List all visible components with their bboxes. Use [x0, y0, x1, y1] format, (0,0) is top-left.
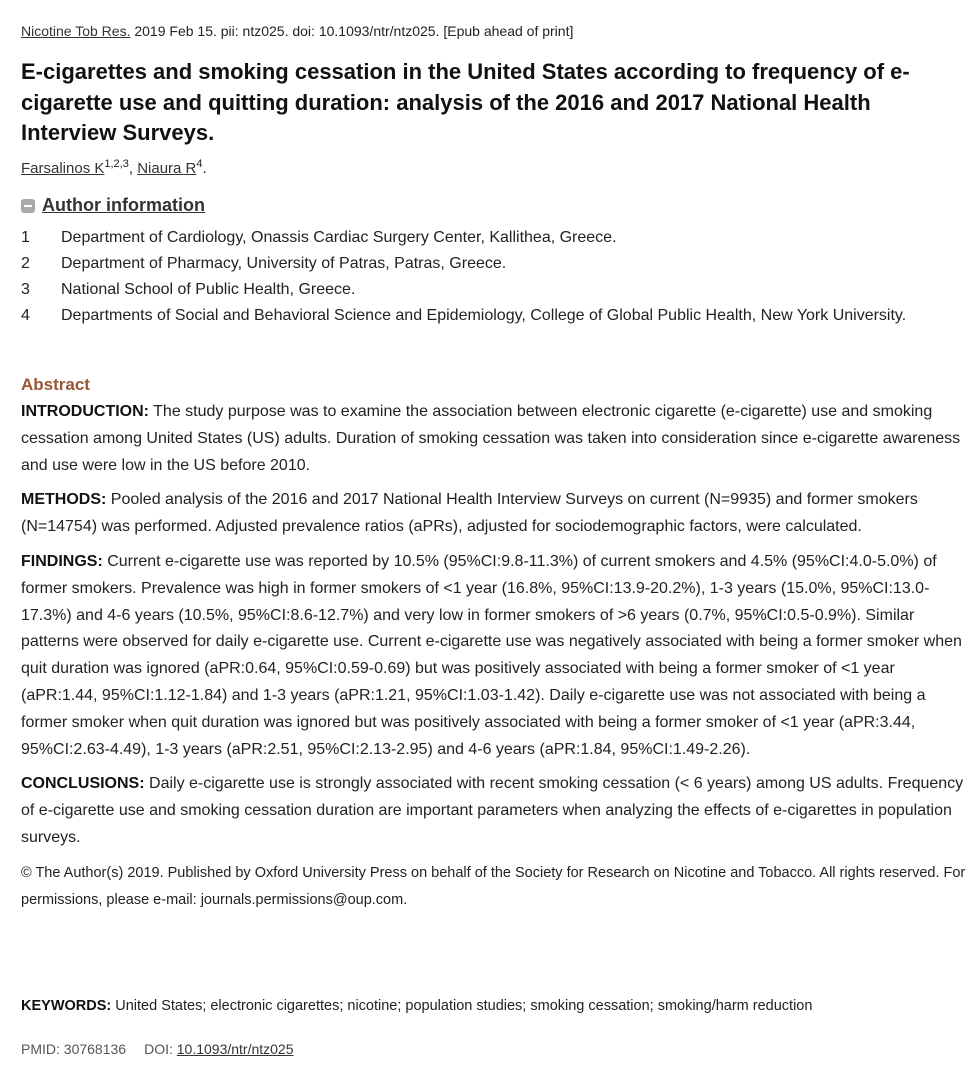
collapse-minus-icon[interactable] — [21, 199, 35, 213]
article-title: E-cigarettes and smoking cessation in the United States according to frequency of e-cigarette use and quitting duration: analysis of the 2016 and 2017 National Health Interview Surveys. — [21, 59, 910, 145]
pmid: PMID: 30768136 — [21, 1041, 127, 1057]
author-link-niaura[interactable]: Niaura R — [137, 160, 197, 177]
abstract-conclusions: CONCLUSIONS: Daily e-cigarette use is strongly associated with recent smoking cessation (< 6 years) among US adults. Frequency of e-cigarette use and smoking cessation duration are important parameters when analyzing the effects of e-cigarettes in population surveys. — [21, 775, 964, 846]
abstract-methods: METHODS: Pooled analysis of the 2016 and 2017 National Health Interview Surveys on current (N=9935) and former smokers (N=14754) was performed. Adjusted prevalence ratios (aPRs), adjusted for sociodemographic factors, were calculated. — [21, 491, 918, 536]
abstract-findings: FINDINGS: Current e-cigarette use was reported by 10.5% (95%CI:9.8-11.3%) of current smokers and 4.5% (95%CI:4.0-5.0%) of former smokers. Prevalence was high in former smokers of <1 year (16.8%, 95%CI:13.9-20.2%), 1-3 years (15.0%, 95%CI:13.0-17.3%) and 4-6 years (10.5%, 95%CI:8.6-12.7%) and very low in former smokers of >6 years (0.7%, 95%CI:0.5-0.9%). Similar patterns were observed for daily e-cigarette use. Current e-cigarette use was negatively associated with being a former smoker when quit duration was ignored (aPR:0.64, 95%CI:0.59-0.69) but was positively associated with being a former smoker of <1 year (aPR:1.44, 95%CI:1.12-1.84) and 1-3 years (aPR:1.21, 95%CI:1.03-1.42). Daily e-cigarette use was not associated with being a former smoker when quit duration was ignored but was positively associated with being a former smoker of <1 year (aPR:3.44, 95%CI:2.63-4.49), 1-3 years (aPR:2.51, 95%CI:2.13-2.95) and 4-6 years (aPR:1.84, 95%CI:1.49-2.26). — [21, 552, 962, 758]
affiliation-list — [21, 226, 966, 330]
affiliation-item: 4 Departments of Social and Behavioral Science and Epidemiology, College of Global Public Health, New York University. — [21, 307, 907, 324]
citation-line — [21, 23, 573, 39]
author-affil-sup: 4 — [196, 158, 203, 170]
identifiers-line — [21, 1041, 294, 1057]
keywords-text: United States; electronic cigarettes; nicotine; population studies; smoking cessation; smoking/harm reduction — [111, 998, 813, 1014]
author-information-label[interactable]: Author information — [42, 195, 205, 215]
abstract-body — [21, 399, 966, 914]
author-link-farsalinos[interactable]: Farsalinos K — [21, 160, 105, 177]
affiliation-item: 3 National School of Public Health, Greece. — [21, 281, 356, 298]
abstract-introduction: INTRODUCTION: The study purpose was to examine the association between electronic cigarette (e-cigarette) use and smoking cessation among United States (US) adults. Duration of smoking cessation was taken into consideration since e-cigarette awareness and use were low in the US before 2010. — [21, 403, 961, 474]
copyright-notice: © The Author(s) 2019. Published by Oxford University Press on behalf of the Society for Research on Nicotine and Tobacco. All rights reserved. For permissions, please e-mail: journals.permissions@oup.com. — [21, 864, 966, 908]
abstract-heading: Abstract — [21, 375, 90, 394]
affiliation-item: 2 Department of Pharmacy, University of Patras, Patras, Greece. — [21, 255, 507, 272]
author-information-toggle[interactable] — [21, 195, 205, 216]
journal-link[interactable]: Nicotine Tob Res. — [21, 23, 131, 39]
keywords-line — [21, 998, 812, 1014]
keywords-label: KEYWORDS: — [21, 998, 112, 1014]
citation-details: 2019 Feb 15. pii: ntz025. doi: 10.1093/ntr/ntz025. [Epub ahead of print] — [130, 23, 574, 39]
author-affil-sup: 1,2,3 — [104, 158, 129, 170]
doi-link[interactable]: 10.1093/ntr/ntz025 — [176, 1041, 294, 1057]
affiliation-item: 1 Department of Cardiology, Onassis Cardiac Surgery Center, Kallithea, Greece. — [21, 229, 617, 246]
author-list: Farsalinos K$^{1,2,3}$, Niaura $R^4$. — [21, 158, 207, 177]
doi-label: DOI: — [144, 1041, 177, 1057]
